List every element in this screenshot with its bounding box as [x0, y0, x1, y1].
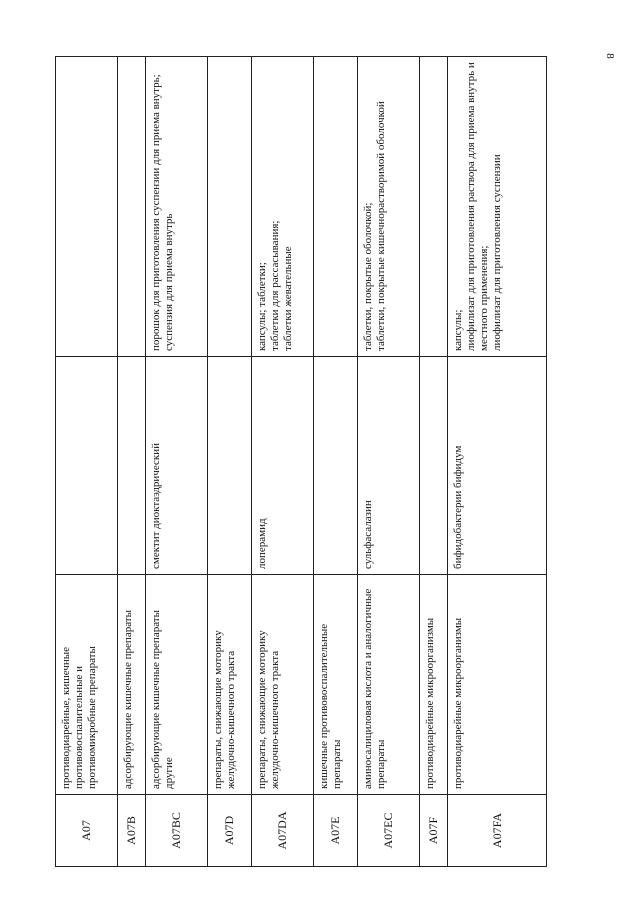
dosage-forms: капсулы; таблетки; таблетки для рассасывания; таблетки жевательные: [252, 57, 314, 357]
atc-code: A07DA: [252, 795, 314, 867]
table-row: [118, 57, 146, 867]
atc-group: аминосалициловая кислота и аналогичные препараты: [358, 575, 420, 795]
atc-group: адсорбирующие кишечные препараты: [118, 575, 146, 795]
atc-group: кишечные противовоспалительные препараты: [314, 575, 358, 795]
substance: сульфасалазин: [358, 357, 420, 575]
drug-table: [55, 56, 547, 867]
atc-group: препараты, снижающие моторику желудочно-кишечного тракта: [208, 575, 252, 795]
substance: [208, 357, 252, 575]
rotated-page-content: [55, 57, 546, 867]
drug-table-body: [56, 57, 547, 867]
atc-code: A07D: [208, 795, 252, 867]
table-row: [146, 57, 208, 867]
dosage-forms: капсулы; лиофилизат для приготовления раствора для приема внутрь и местного применения; лиофилизат для приготовления суспензии: [448, 57, 547, 357]
atc-code: A07BC: [146, 795, 208, 867]
table-row: [314, 57, 358, 867]
substance: [420, 357, 448, 575]
dosage-forms: [56, 57, 118, 357]
table-row: [358, 57, 420, 867]
substance: бифидобактерии бифидум: [448, 357, 547, 575]
atc-group: противодиарейные микроорганизмы: [420, 575, 448, 795]
dosage-forms: порошок для приготовления суспензии для приема внутрь; суспензия для приема внутрь: [146, 57, 208, 357]
atc-group: препараты, снижающие моторику желудочно-кишечного тракта: [252, 575, 314, 795]
dosage-forms: [420, 57, 448, 357]
table-row: [448, 57, 547, 867]
table-row: [208, 57, 252, 867]
atc-code: A07F: [420, 795, 448, 867]
atc-group: противодиарейные, кишечные противовоспалительные и противомикробные препараты: [56, 575, 118, 795]
table-row: [56, 57, 118, 867]
atc-code: A07FA: [448, 795, 547, 867]
substance: смектит диоктаэдрический: [146, 357, 208, 575]
dosage-forms: таблетки, покрытые оболочкой; таблетки, покрытые кишечнорастворимой оболочкой: [358, 57, 420, 357]
table-row: [420, 57, 448, 867]
page-number: 8: [603, 53, 616, 59]
substance: [314, 357, 358, 575]
table-row: [252, 57, 314, 867]
dosage-forms: [208, 57, 252, 357]
atc-code: A07B: [118, 795, 146, 867]
substance: лоперамид: [252, 357, 314, 575]
atc-code: A07EC: [358, 795, 420, 867]
atc-code: A07E: [314, 795, 358, 867]
atc-group: адсорбирующие кишечные препараты другие: [146, 575, 208, 795]
dosage-forms: [314, 57, 358, 357]
substance: [56, 357, 118, 575]
substance: [118, 357, 146, 575]
atc-group: противодиарейные микроорганизмы: [448, 575, 547, 795]
dosage-forms: [118, 57, 146, 357]
atc-code: A07: [56, 795, 118, 867]
